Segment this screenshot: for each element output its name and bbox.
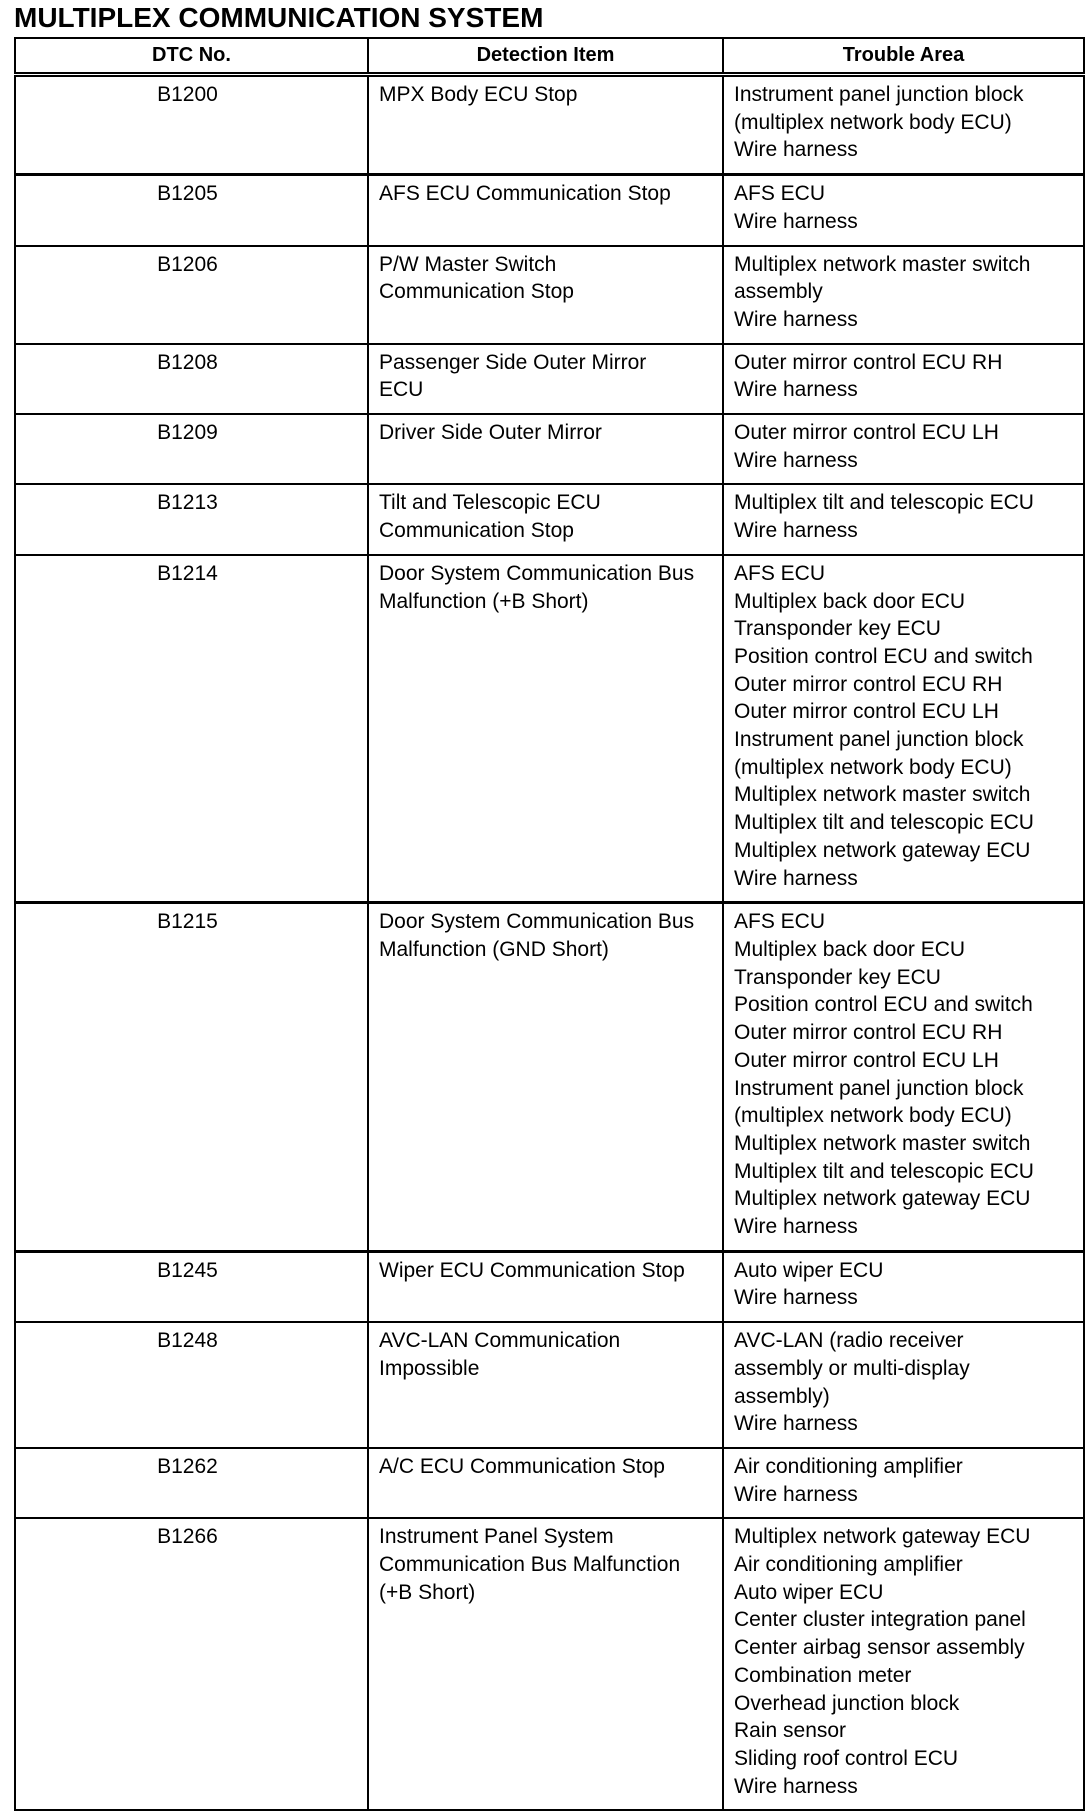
trouble-area-cell <box>723 1448 1084 1518</box>
trouble-area-line: Multiplex back door ECU <box>734 937 966 961</box>
trouble-area-line: Wire harness <box>734 1482 858 1506</box>
trouble-area-line: Multiplex tilt and telescopic ECU <box>734 491 1034 515</box>
trouble-area-line: AFS ECU <box>734 910 826 934</box>
detection-item-line: Door System Communication Bus <box>379 561 695 585</box>
dtc-code-cell: B1248 <box>15 1322 368 1448</box>
table-row <box>15 344 1084 414</box>
trouble-area-line: Wire harness <box>734 1215 858 1239</box>
detection-item-cell <box>368 1251 723 1322</box>
header-dtc-no: DTC No. <box>15 38 368 75</box>
trouble-area-line: Wire harness <box>734 378 858 402</box>
trouble-area-line: Wire harness <box>734 519 858 543</box>
table-header-row <box>15 38 1084 75</box>
trouble-area-line: assembly or multi-display <box>734 1356 970 1380</box>
detection-item-line: Communication Stop <box>379 280 574 304</box>
trouble-area-cell <box>723 414 1084 484</box>
trouble-area-line: Wire harness <box>734 138 858 162</box>
table-row <box>15 175 1084 246</box>
dtc-code-cell: B1215 <box>15 903 368 1251</box>
trouble-area-line: assembly) <box>734 1384 830 1408</box>
detection-item-line: P/W Master Switch <box>379 252 557 276</box>
dtc-code-cell: B1214 <box>15 555 368 903</box>
trouble-area-line: Center cluster integration panel <box>734 1608 1026 1632</box>
trouble-area-cell <box>723 555 1084 903</box>
trouble-area-line: Multiplex network master switch <box>734 1131 1031 1155</box>
trouble-area-line: Multiplex tilt and telescopic ECU <box>734 811 1034 835</box>
dtc-table <box>14 37 1085 1811</box>
table-row <box>15 414 1084 484</box>
trouble-area-line: (multiplex network body ECU) <box>734 755 1012 779</box>
trouble-area-line: Instrument panel junction block <box>734 83 1024 106</box>
trouble-area-line: Instrument panel junction block <box>734 728 1024 752</box>
table-row <box>15 903 1084 1251</box>
trouble-area-line: Wire harness <box>734 1412 858 1436</box>
detection-item-line: Malfunction (+B Short) <box>379 589 589 613</box>
trouble-area-cell <box>723 344 1084 414</box>
trouble-area-line: Multiplex network master switch <box>734 252 1031 276</box>
trouble-area-line: Multiplex network gateway ECU <box>734 1187 1031 1211</box>
trouble-area-line: Multiplex tilt and telescopic ECU <box>734 1159 1034 1183</box>
trouble-area-line: Center airbag sensor assembly <box>734 1636 1025 1660</box>
trouble-area-line: Wire harness <box>734 866 858 890</box>
trouble-area-line: Wire harness <box>734 307 858 331</box>
dtc-code-cell: B1200 <box>15 75 368 175</box>
detection-item-line: Impossible <box>379 1356 480 1380</box>
table-row <box>15 1322 1084 1448</box>
trouble-area-line: Wire harness <box>734 448 858 472</box>
dtc-code-cell: B1213 <box>15 484 368 554</box>
trouble-area-line: Auto wiper ECU <box>734 1580 884 1604</box>
trouble-area-line: Outer mirror control ECU LH <box>734 421 999 445</box>
dtc-code-cell: B1266 <box>15 1518 368 1810</box>
detection-item-cell <box>368 175 723 246</box>
table-row <box>15 1448 1084 1518</box>
page-title: MULTIPLEX COMMUNICATION SYSTEM <box>14 2 544 33</box>
trouble-area-line: Overhead junction block <box>734 1691 960 1715</box>
detection-item-cell <box>368 555 723 903</box>
detection-item-line: ECU <box>379 378 424 402</box>
trouble-area-line: Air conditioning amplifier <box>734 1553 963 1577</box>
detection-item-line: Tilt and Telescopic ECU <box>379 491 601 515</box>
detection-item-cell <box>368 344 723 414</box>
table-row <box>15 246 1084 344</box>
detection-item-line: Passenger Side Outer Mirror <box>379 350 647 374</box>
trouble-area-line: Wire harness <box>734 209 858 233</box>
trouble-area-line: Wire harness <box>734 1774 858 1798</box>
detection-item-line: (+B Short) <box>379 1580 476 1604</box>
detection-item-line: Driver Side Outer Mirror <box>379 421 602 445</box>
trouble-area-cell <box>723 1322 1084 1448</box>
trouble-area-line: Outer mirror control ECU RH <box>734 350 1003 374</box>
trouble-area-line: assembly <box>734 280 823 304</box>
trouble-area-line: Multiplex network gateway ECU <box>734 838 1031 862</box>
detection-item-cell <box>368 1518 723 1810</box>
trouble-area-line: Outer mirror control ECU RH <box>734 1021 1003 1045</box>
dtc-code-cell: B1206 <box>15 246 368 344</box>
detection-item-cell <box>368 1448 723 1518</box>
trouble-area-cell <box>723 75 1084 175</box>
table-body <box>15 75 1084 1811</box>
trouble-area-line: Rain sensor <box>734 1719 847 1743</box>
dtc-code-cell: B1245 <box>15 1251 368 1322</box>
table-row <box>15 484 1084 554</box>
detection-item-line: AVC-LAN Communication <box>379 1329 621 1353</box>
dtc-code-cell: B1208 <box>15 344 368 414</box>
trouble-area-line: Position control ECU and switch <box>734 644 1033 668</box>
trouble-area-line: Outer mirror control ECU LH <box>734 700 999 724</box>
dtc-code-cell: B1205 <box>15 175 368 246</box>
detection-item-line: Communication Stop <box>379 519 574 543</box>
dtc-code-cell: B1209 <box>15 414 368 484</box>
trouble-area-cell <box>723 484 1084 554</box>
detection-item-line: Wiper ECU Communication Stop <box>379 1258 685 1282</box>
detection-item-cell <box>368 414 723 484</box>
detection-item-cell <box>368 1322 723 1448</box>
detection-item-line: Malfunction (GND Short) <box>379 937 609 961</box>
trouble-area-line: Multiplex network master switch <box>734 783 1031 807</box>
trouble-area-line: AFS ECU <box>734 561 826 585</box>
trouble-area-line: Multiplex network gateway ECU <box>734 1525 1031 1549</box>
trouble-area-line: AVC-LAN (radio receiver <box>734 1329 964 1353</box>
trouble-area-line: Position control ECU and switch <box>734 993 1033 1017</box>
header-detection-item: Detection Item <box>368 38 723 75</box>
table-row <box>15 1251 1084 1322</box>
table-row <box>15 75 1084 175</box>
trouble-area-line: Transponder key ECU <box>734 617 941 641</box>
trouble-area-line: Outer mirror control ECU LH <box>734 1048 999 1072</box>
detection-item-cell <box>368 75 723 175</box>
detection-item-cell <box>368 903 723 1251</box>
trouble-area-line: Multiplex back door ECU <box>734 589 966 613</box>
detection-item-line: AFS ECU Communication Stop <box>379 182 671 206</box>
trouble-area-cell <box>723 175 1084 246</box>
detection-item-line: Communication Bus Malfunction <box>379 1553 681 1577</box>
dtc-code-cell: B1262 <box>15 1448 368 1518</box>
trouble-area-line: Outer mirror control ECU RH <box>734 672 1003 696</box>
trouble-area-cell <box>723 903 1084 1251</box>
trouble-area-line: Wire harness <box>734 1286 858 1310</box>
detection-item-line: Door System Communication Bus <box>379 910 695 934</box>
trouble-area-line: Air conditioning amplifier <box>734 1454 963 1478</box>
trouble-area-line: Auto wiper ECU <box>734 1258 884 1282</box>
trouble-area-line: (multiplex network body ECU) <box>734 110 1012 134</box>
detection-item-line: MPX Body ECU Stop <box>379 83 578 106</box>
trouble-area-line: Instrument panel junction block <box>734 1076 1024 1100</box>
trouble-area-line: AFS ECU <box>734 182 826 206</box>
table-row <box>15 1518 1084 1810</box>
trouble-area-cell <box>723 1251 1084 1322</box>
trouble-area-cell <box>723 246 1084 344</box>
table-row <box>15 555 1084 903</box>
trouble-area-line: Combination meter <box>734 1663 912 1687</box>
detection-item-cell <box>368 246 723 344</box>
trouble-area-cell <box>723 1518 1084 1810</box>
detection-item-line: A/C ECU Communication Stop <box>379 1454 665 1478</box>
detection-item-cell <box>368 484 723 554</box>
trouble-area-line: Transponder key ECU <box>734 965 941 989</box>
header-trouble-area: Trouble Area <box>723 38 1084 75</box>
detection-item-line: Instrument Panel System <box>379 1525 614 1549</box>
trouble-area-line: Sliding roof control ECU <box>734 1746 959 1770</box>
trouble-area-line: (multiplex network body ECU) <box>734 1104 1012 1128</box>
